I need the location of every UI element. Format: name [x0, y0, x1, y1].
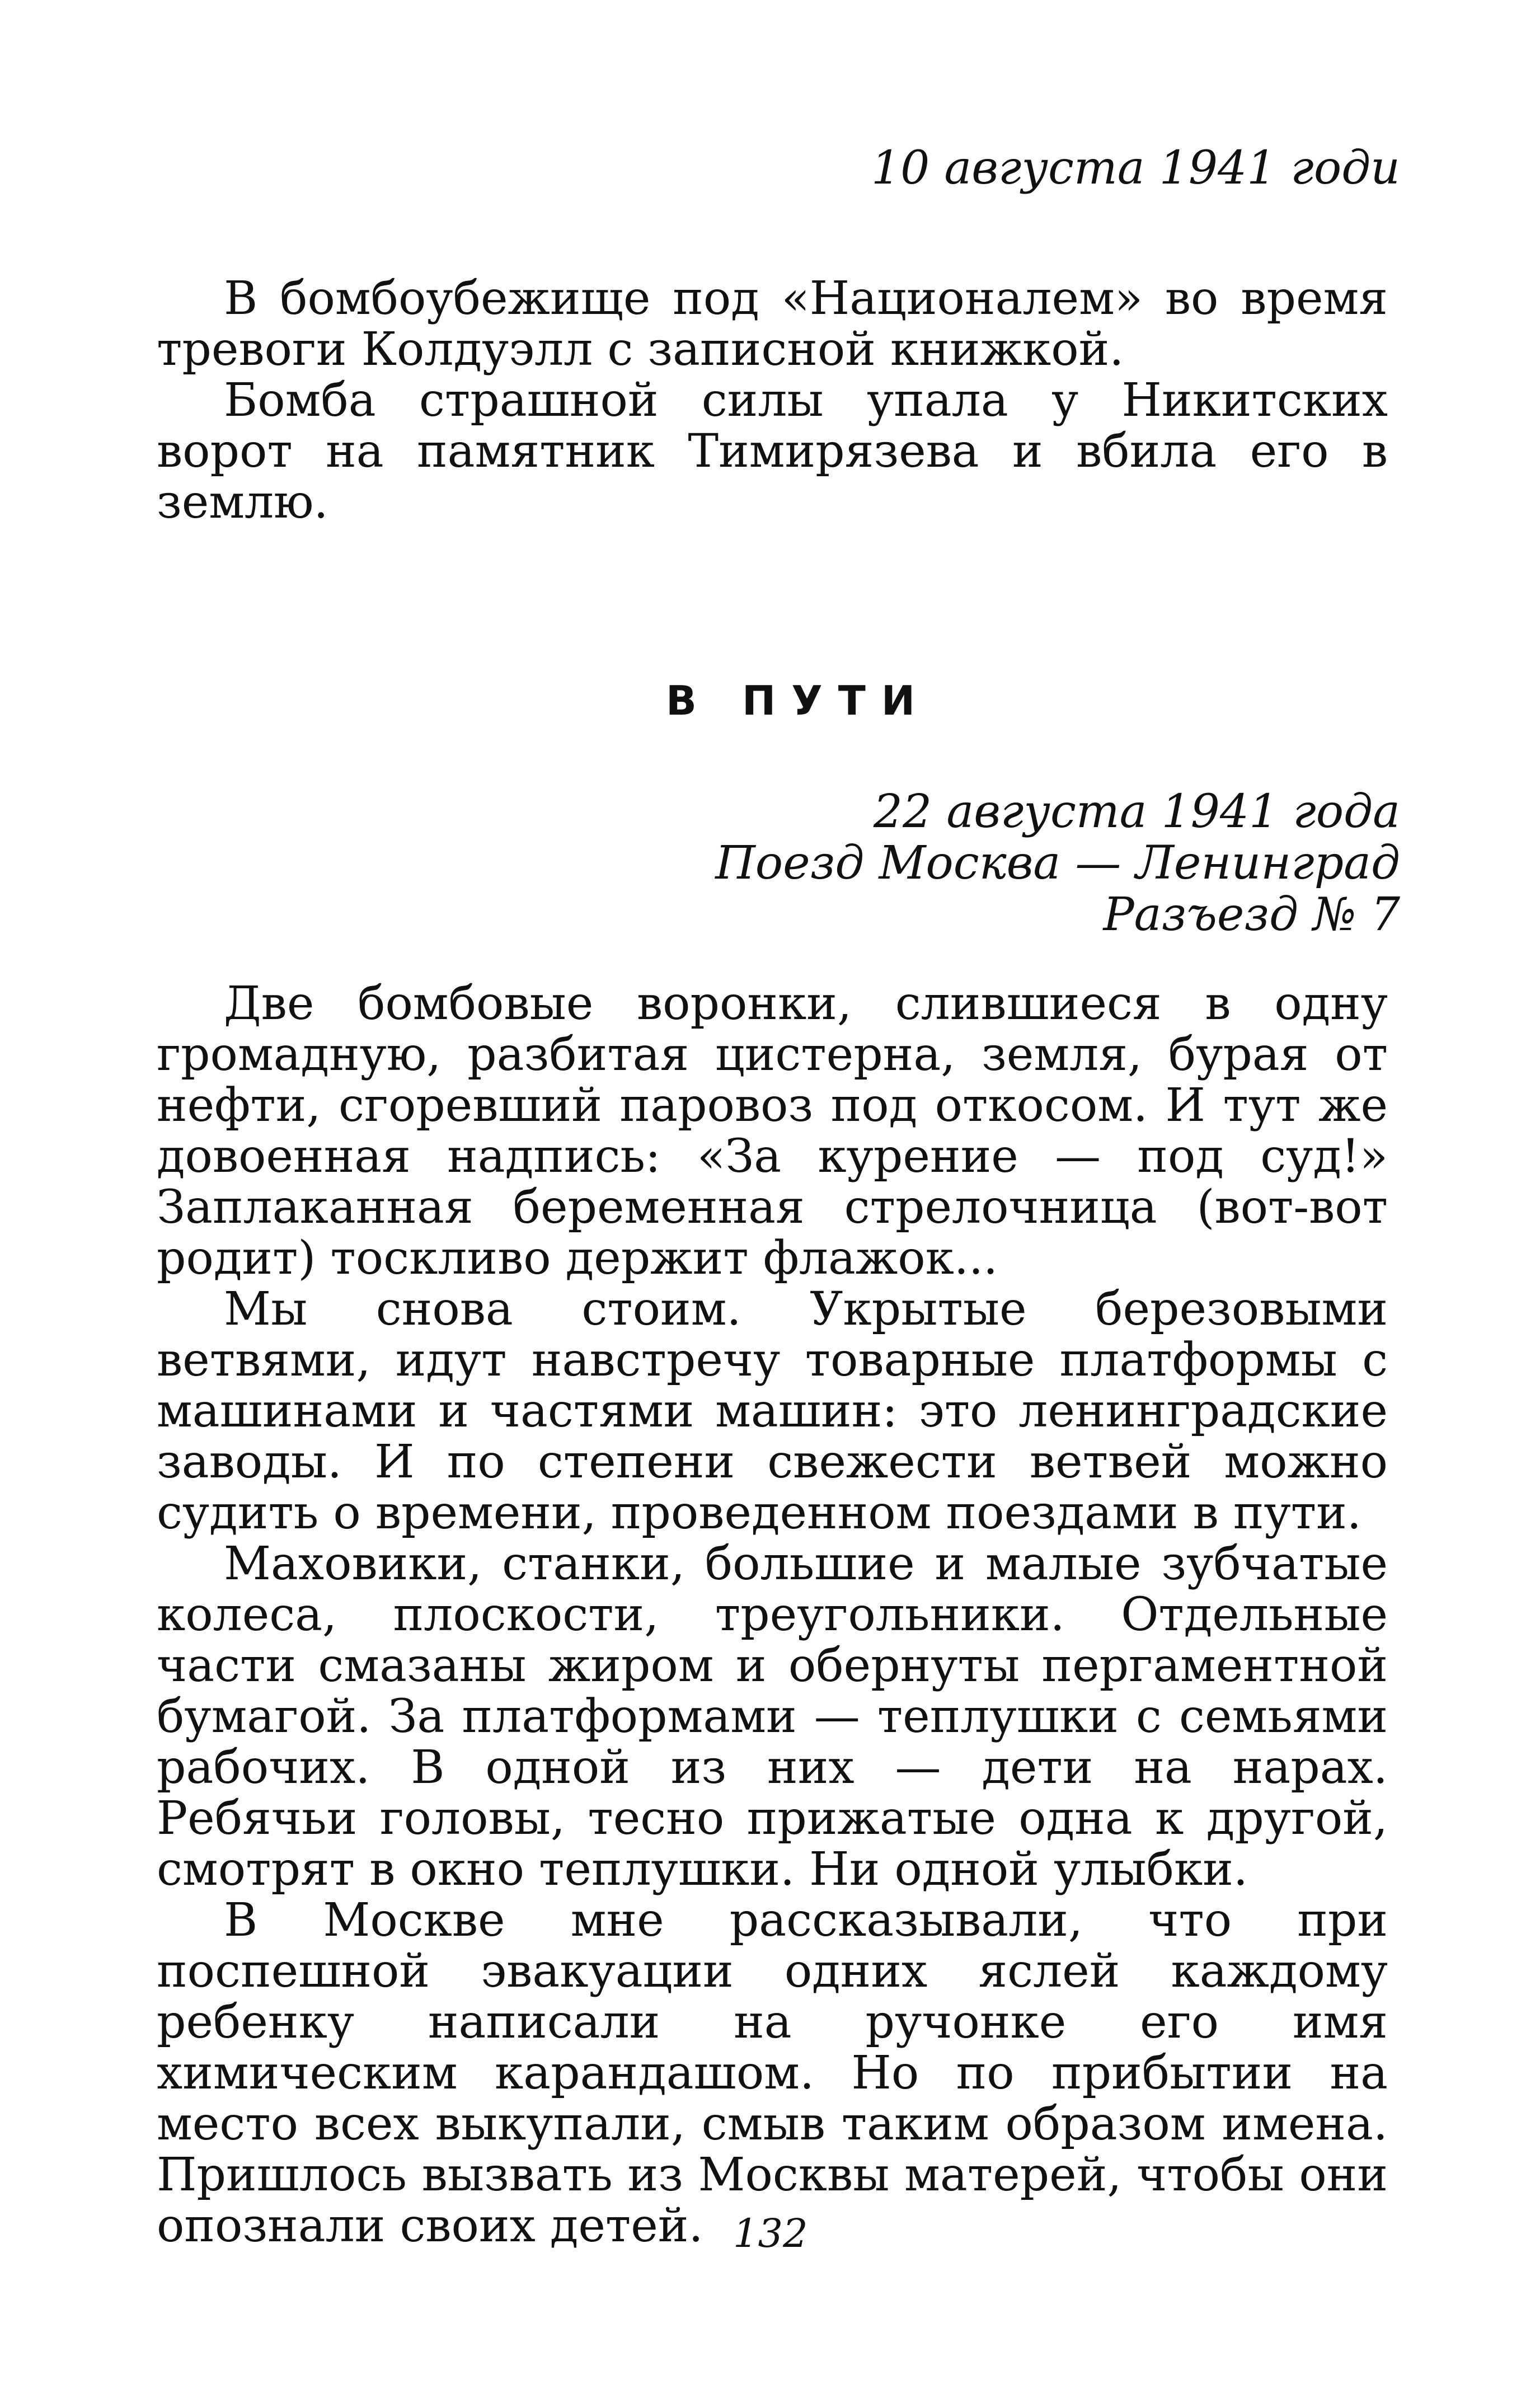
paragraph: Мы снова стоим. Укрытые березовыми ветвями, идут навстречу товарные платформы с машинами и частями машин: это ленинградские заводы. И по степени свежести ветвей можно судить о времени, проведенном поездами в пути.: [157, 1283, 1388, 1540]
paragraph: Маховики, станки, большие и малые зубчатые колеса, плоскости, треугольники. Отдельные части смазаны жиром и обернуты пергаментной бумагой. За платформами — теплушки с семьями рабочих. В одной из них — дети на нарах. Ребячьи головы, тесно прижатые одна к другой, смотрят в окно теплушки. Ни одной улыбки.: [157, 1537, 1388, 1896]
paragraph: Две бомбовые воронки, слившиеся в одну громадную, разбитая цистерна, земля, бурая от нефти, сгоревший паровоз под откосом. И тут же довоенная надпись: «За курение — под суд!» Заплаканная беременная стрелочница (вот-вот родит) тоскливо держит флажок...: [157, 977, 1388, 1285]
entry-date: 10 августа 1941 годи: [871, 142, 1400, 195]
paragraph: Бомба страшной силы упала у Никитских ворот на памятник Тимирязева и вбила его в землю.: [157, 374, 1388, 529]
dateline-place: Поезд Москва — Ленинград: [715, 837, 1400, 890]
page-number: 132: [733, 2210, 808, 2256]
section-text: [157, 978, 1388, 2251]
paragraph: В бомбоубежище под «Националем» во время тревоги Колдуэлл с записной книжкой.: [157, 272, 1388, 376]
paragraph: В Москве мне рассказывали, что при поспешной эвакуации одних яслей каждому ребенку написали на ручонке его имя химическим карандашом. Но по прибытии на место всех выкупали, смыв таким образом имена. Пришлось вызвать из Москвы матерей, чтобы они опознали своих детей.: [157, 1894, 1388, 2252]
section-heading: В ПУТИ: [666, 677, 931, 724]
dateline-date: 22 августа 1941 года: [873, 785, 1400, 838]
dateline-siding: Разъезд № 7: [1103, 888, 1400, 941]
entry-text: [157, 273, 1388, 528]
section-dateline: [715, 786, 1400, 941]
